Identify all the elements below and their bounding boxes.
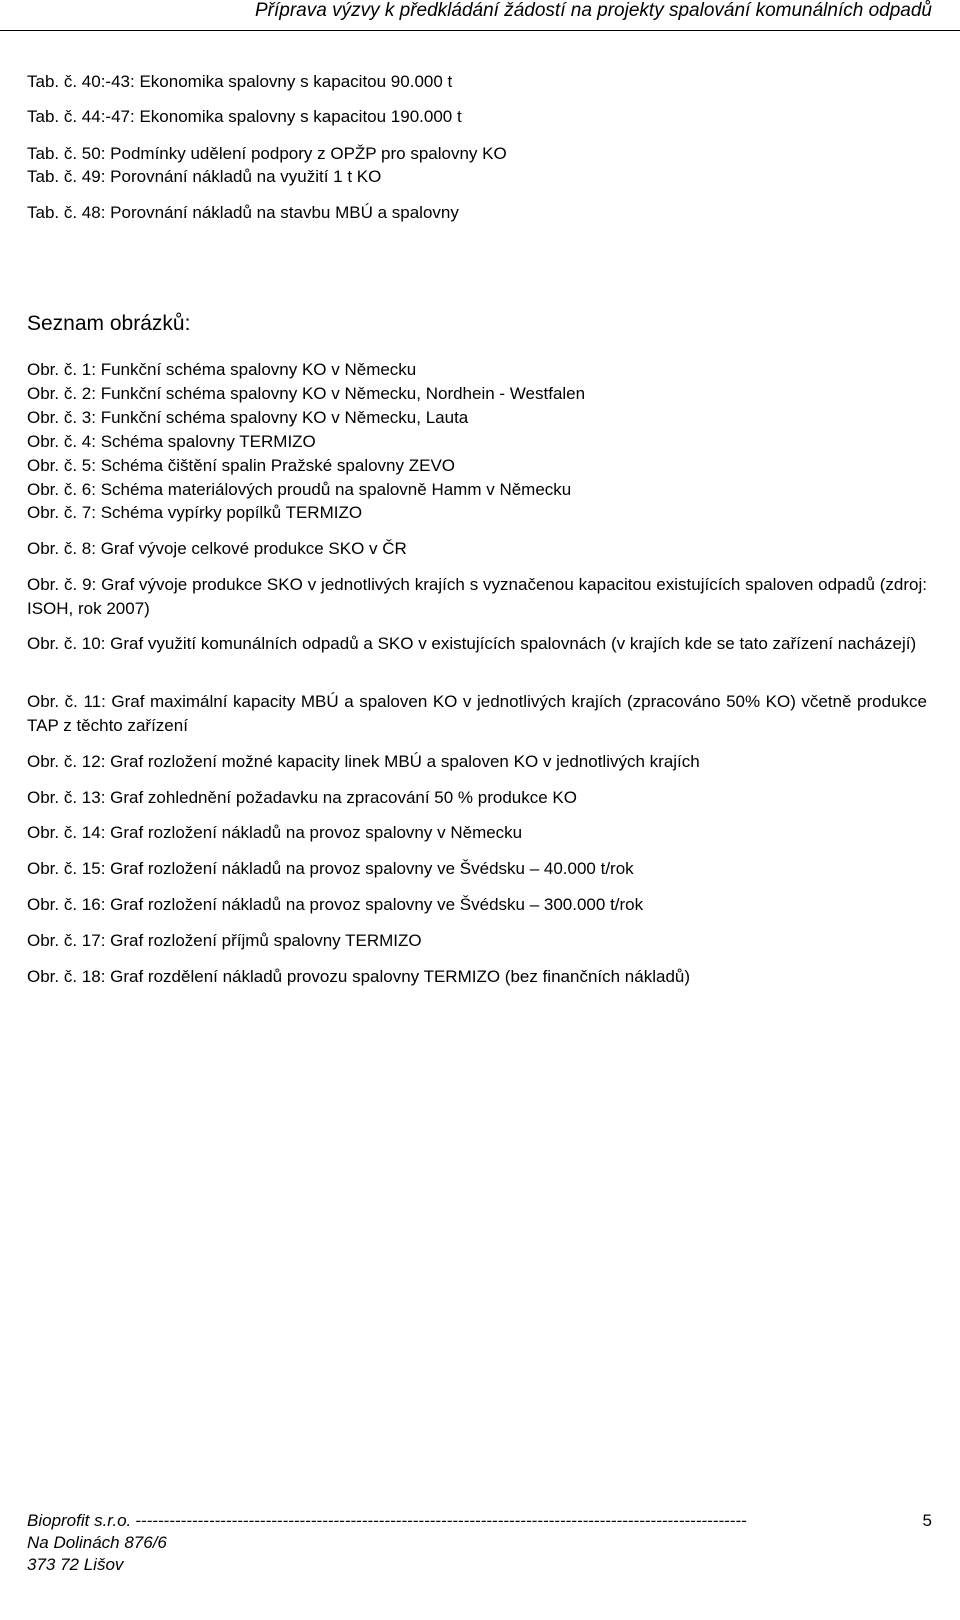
header-divider (0, 30, 960, 31)
figure-list-item: Obr. č. 6: Schéma materiálových proudů na spalovně Hamm v Německu (27, 480, 572, 499)
table-list-item: Tab. č. 40:-43: Ekonomika spalovny s kapacitou 90.000 t (27, 72, 453, 91)
figure-list-item: Obr. č. 17: Graf rozložení příjmů spalovny TERMIZO (27, 931, 422, 950)
figure-list-item: Obr. č. 4: Schéma spalovny TERMIZO (27, 432, 316, 451)
page-footer (27, 1510, 932, 1576)
table-list-item: Tab. č. 44:-47: Ekonomika spalovny s kapacitou 190.000 t (27, 107, 462, 126)
figure-list-item: Obr. č. 2: Funkční schéma spalovny KO v Německu, Nordhein - Westfalen (27, 384, 586, 403)
page-number: 5 (922, 1511, 932, 1530)
figure-list-item: Obr. č. 18: Graf rozdělení nákladů provozu spalovny TERMIZO (bez finančních nákladů) (27, 967, 691, 986)
figure-list-item: Obr. č. 16: Graf rozložení nákladů na provoz spalovny ve Švédsku – 300.000 t/rok (27, 895, 644, 914)
footer-dash-leader: ------------------------------------------------------------------------------------------------------------ (135, 1511, 747, 1530)
figure-list-item: Obr. č. 12: Graf rozložení možné kapacity linek MBÚ a spaloven KO v jednotlivých krajích (27, 752, 700, 771)
figure-list-item: Obr. č. 3: Funkční schéma spalovny KO v Německu, Lauta (27, 408, 469, 427)
figure-list-item: Obr. č. 10: Graf využití komunálních odpadů a SKO v existujících spalovnách (v krajích kde se tato zařízení nacházejí) (27, 634, 917, 653)
table-list-item: Tab. č. 50: Podmínky udělení podpory z OPŽP pro spalovny KO (27, 144, 507, 163)
figure-list-item: Obr. č. 5: Schéma čištění spalin Pražské spalovny ZEVO (27, 456, 456, 475)
footer-company: Bioprofit s.r.o. (27, 1511, 132, 1530)
figure-list-item: Obr. č. 7: Schéma vypírky popílků TERMIZO (27, 503, 363, 522)
figure-list-item: Obr. č. 11: Graf maximální kapacity MBÚ a spaloven KO v jednotlivých krajích (zpracováno 50% KO) včetně produkce TAP z těchto zařízení (27, 692, 927, 735)
figures-heading: Seznam obrázků: (27, 312, 191, 335)
table-list-item: Tab. č. 48: Porovnání nákladů na stavbu MBÚ a spalovny (27, 203, 459, 222)
figure-list-item: Obr. č. 15: Graf rozložení nákladů na provoz spalovny ve Švédsku – 40.000 t/rok (27, 859, 634, 878)
footer-address-street: Na Dolinách 876/6 (27, 1533, 167, 1552)
page-header-title: Příprava výzvy k předkládání žádostí na projekty spalování komunálních odpadů (255, 0, 932, 21)
figure-list-item: Obr. č. 9: Graf vývoje produkce SKO v jednotlivých krajích s vyznačenou kapacitou existujících spaloven odpadů (zdroj: ISOH, rok 2007) (27, 575, 927, 618)
figure-list-item: Obr. č. 1: Funkční schéma spalovny KO v Německu (27, 360, 417, 379)
footer-address-city: 373 72 Lišov (27, 1555, 124, 1574)
table-list-item: Tab. č. 49: Porovnání nákladů na využití 1 t KO (27, 167, 382, 186)
figure-list-item: Obr. č. 14: Graf rozložení nákladů na provoz spalovny v Německu (27, 823, 523, 842)
figure-list-item: Obr. č. 8: Graf vývoje celkové produkce SKO v ČR (27, 539, 407, 558)
figure-list-item: Obr. č. 13: Graf zohlednění požadavku na zpracování 50 % produkce KO (27, 788, 577, 807)
